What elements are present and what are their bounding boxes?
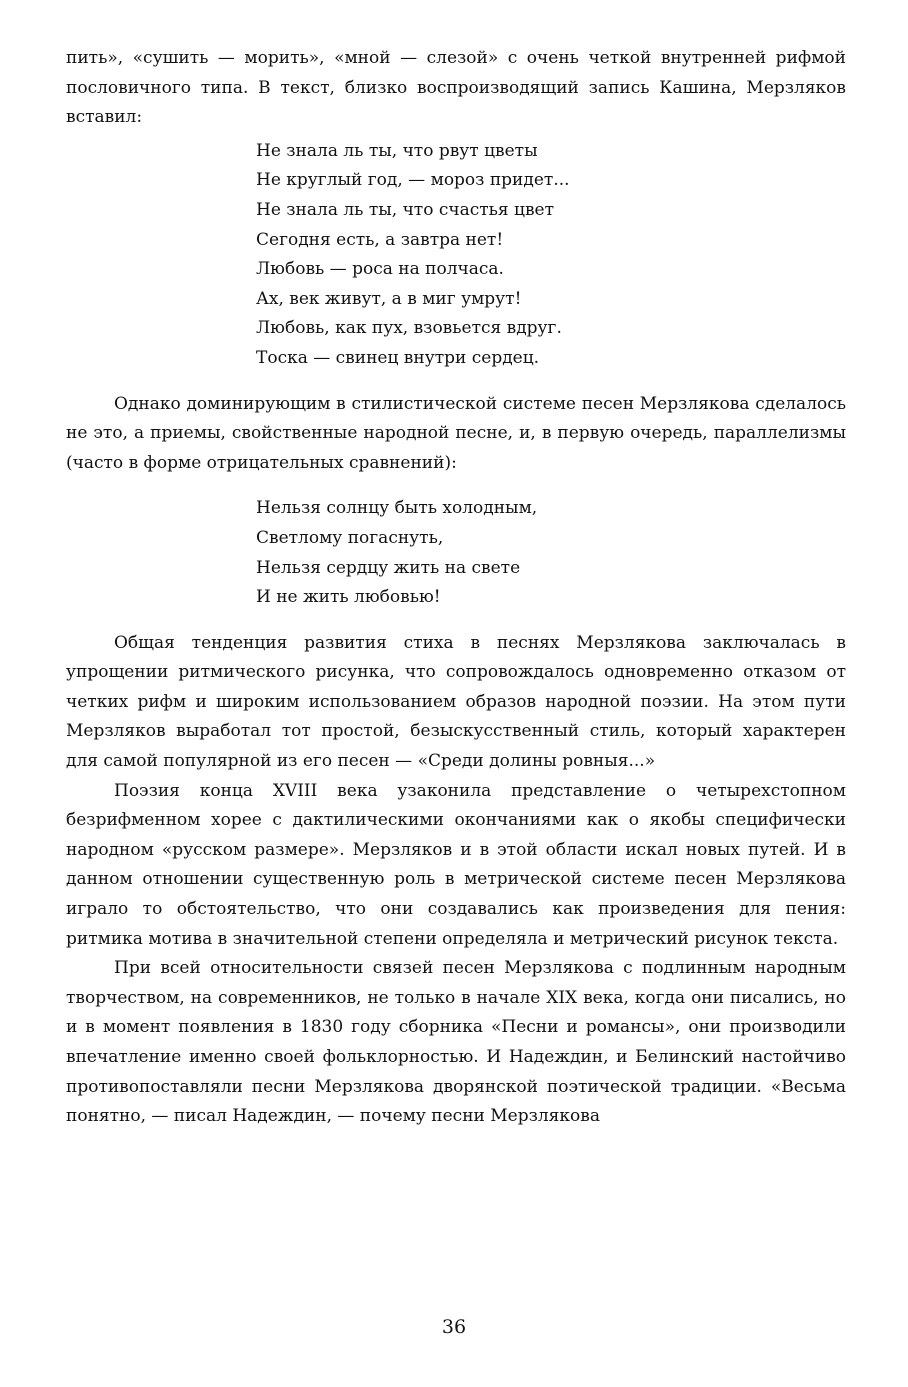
verse-block-2 bbox=[66, 494, 846, 612]
paragraph-1: пить», «сушить — морить», «мной — слезой» с очень четкой внутренней рифмой пословичного типа. В текст, близко воспроизводящий запись Кашина, Мерзляков вставил: bbox=[66, 48, 846, 128]
page-body bbox=[66, 44, 846, 1132]
verse-line: Сегодня есть, а завтра нет! bbox=[256, 229, 504, 250]
paragraph-4: Поэзия конца XVIII века узаконила представление о четырехстопном безрифменном хорее с дактилическими окончаниями как о якобы специфически народном «русском размере». Мерзляков и в этой области искал новых путей. И в данном отношении существенную роль в метрической системе песен Мерзлякова играло то обстоятельство, что они создавались как произведения для пения: ритмика мотива в значительной степени определяла и метрический рисунок текста. bbox=[66, 780, 846, 949]
paragraph-5: При всей относительности связей песен Мерзлякова с подлинным народным творчеством, на современников, не только в начале XIX века, когда они писались, но и в момент появления в 1830 году сборника «Песни и романсы», они производили впечатление именно своей фольклорностью. И Надеждин, и Белинский настойчиво противопоставляли песни Мерзлякова дворянской поэтической традиции. «Весьма понятно, — писал Надеждин, — почему песни Мерзлякова bbox=[66, 958, 846, 1127]
verse-line: Любовь — роса на полчаса. bbox=[256, 259, 504, 280]
page-number: 36 bbox=[441, 1316, 467, 1338]
verse-line: Тоска — свинец внутри сердец. bbox=[256, 347, 540, 368]
verse-line: Не знала ль ты, что счастья цвет bbox=[256, 199, 555, 220]
verse-line: Не знала ль ты, что рвут цветы bbox=[256, 140, 538, 161]
verse-line: Светлому погаснуть, bbox=[256, 527, 444, 548]
verse-line: И не жить любовью! bbox=[256, 587, 441, 608]
verse-line: Не круглый год, — мороз придет... bbox=[256, 170, 570, 191]
verse-block-1 bbox=[66, 137, 846, 374]
verse-line: Нельзя сердцу жить на свете bbox=[256, 557, 521, 578]
verse-line: Ах, век живут, а в миг умрут! bbox=[256, 288, 522, 309]
verse-line: Любовь, как пух, взовьется вдруг. bbox=[256, 318, 562, 339]
verse-line: Нельзя солнцу быть холодным, bbox=[256, 498, 538, 519]
paragraph-3: Общая тенденция развития стиха в песнях Мерзлякова заключалась в упрощении ритмического рисунка, что сопровождалось одновременно отказом от четких рифм и широким использованием образов народной поэзии. На этом пути Мерзляков выработал тот простой, безыскусственный стиль, который характерен для самой популярной из его песен — «Среди долины ровныя...» bbox=[66, 632, 846, 772]
paragraph-2: Однако доминирующим в стилистической системе песен Мерзлякова сделалось не это, а приемы, свойственные народной песне, и, в первую очередь, параллелизмы (часто в форме отрицательных сравнений): bbox=[66, 393, 846, 473]
